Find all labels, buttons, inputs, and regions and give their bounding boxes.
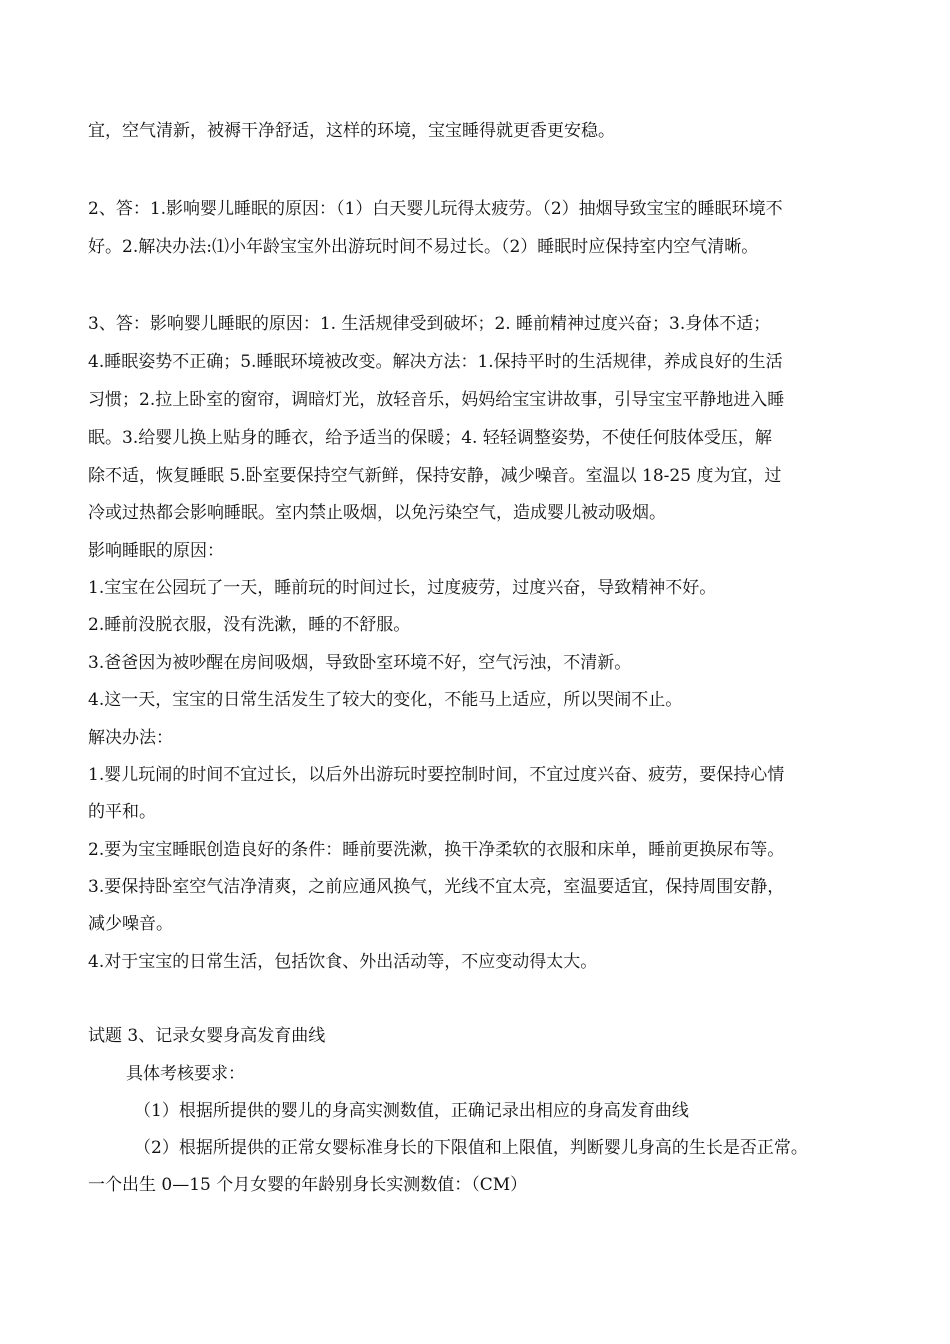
answer-3-line-1: 3、答：影响婴儿睡眠的原因：1. 生活规律受到破坏；2. 睡前精神过度兴奋；3.身体不适； [88, 314, 771, 334]
answer-2-line-1: 2、答：1.影响婴儿睡眠的原因：（1）白天婴儿玩得太疲劳。（2）抽烟导致宝宝的睡眠环境不 [88, 199, 783, 219]
answer-3-line-6: 冷或过热都会影响睡眠。室内禁止吸烟，以免污染空气，造成婴儿被动吸烟。 [88, 503, 666, 523]
answer-3-line-4: 眠。3.给婴儿换上贴身的睡衣，给予适当的保暖；4. 轻轻调整姿势，不使任何肢体受压，解 [88, 428, 772, 448]
cause-item-1: 1.宝宝在公园玩了一天，睡前玩的时间过长，过度疲劳，过度兴奋，导致精神不好。 [88, 578, 717, 598]
causes-heading: 影响睡眠的原因： [88, 541, 224, 561]
requirement-item-1: （1）根据所提供的婴儿的身高实测数值，正确记录出相应的身高发育曲线 [134, 1101, 689, 1121]
answer-3-line-5: 除不适，恢复睡眠 5.卧室要保持空气新鲜，保持安静，减少噪音。室温以 18-25 度为宜，过 [88, 466, 782, 486]
solution-item-1-line-1: 1.婴儿玩闹的时间不宜过长，以后外出游玩时要控制时间，不宜过度兴奋、疲劳，要保持心情 [88, 765, 785, 785]
answer-2-line-2: 好。2.解决办法:⑴小年龄宝宝外出游玩时间不易过长。（2）睡眠时应保持室内空气清晰。 [88, 237, 759, 257]
solution-item-3-line-1: 3.要保持卧室空气洁净清爽，之前应通风换气，光线不宜太亮，室温要适宜，保持周围安静， [88, 877, 785, 897]
cause-item-3: 3.爸爸因为被吵醒在房间吸烟，导致卧室环境不好，空气污浊，不清新。 [88, 653, 632, 673]
answer-3-line-3: 习惯；2.拉上卧室的窗帘，调暗灯光，放轻音乐，妈妈给宝宝讲故事，引导宝宝平静地进入睡 [88, 390, 785, 410]
requirements-heading: 具体考核要求： [126, 1064, 245, 1084]
requirement-item-2: （2）根据所提供的正常女婴标准身长的下限值和上限值，判断婴儿身高的生长是否正常。 [134, 1138, 808, 1158]
exam-question-3-title: 试题 3、记录女婴身高发育曲线 [88, 1026, 326, 1046]
cause-item-4: 4.这一天，宝宝的日常生活发生了较大的变化，不能马上适应，所以哭闹不止。 [88, 690, 683, 710]
solution-item-2: 2.要为宝宝睡眠创造良好的条件：睡前要洗漱，换干净柔软的衣服和床单，睡前更换尿布等。 [88, 840, 785, 860]
answer-3-line-2: 4.睡眠姿势不正确；5.睡眠环境被改变。解决方法：1.保持平时的生活规律，养成良好的生活 [88, 352, 783, 372]
measurement-intro: 一个出生 0—15 个月女婴的年龄别身长实测数值：（CM） [88, 1175, 528, 1195]
paragraph-1-text: 宜，空气清新，被褥干净舒适，这样的环境，宝宝睡得就更香更安稳。 [88, 121, 615, 141]
solution-item-3-line-2: 减少噪音。 [88, 914, 173, 934]
solutions-heading: 解决办法： [88, 728, 173, 748]
solution-item-1-line-2: 的平和。 [88, 802, 156, 822]
solution-item-4: 4.对于宝宝的日常生活，包括饮食、外出活动等，不应变动得太大。 [88, 952, 598, 972]
cause-item-2: 2.睡前没脱衣服，没有洗漱，睡的不舒服。 [88, 615, 411, 635]
